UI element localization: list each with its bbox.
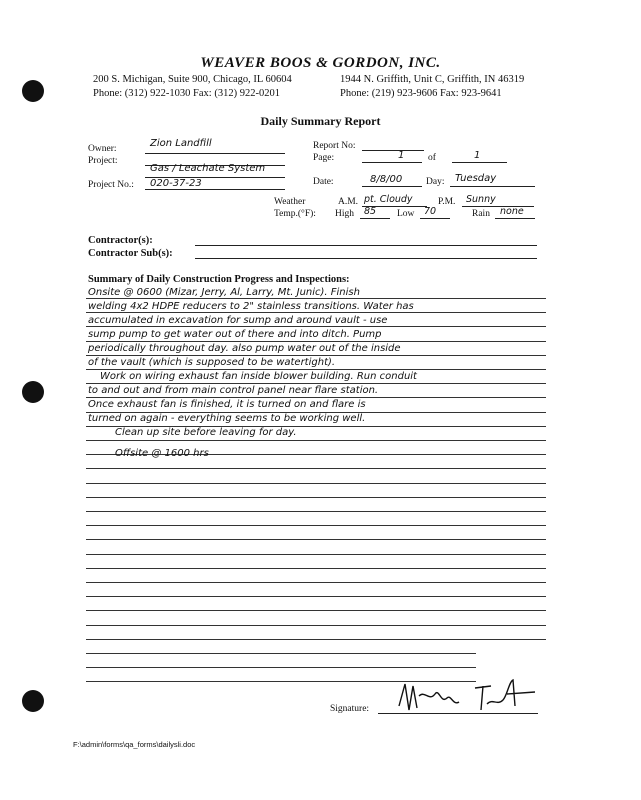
project-no-label: Project No.: xyxy=(88,180,134,190)
summary-ruled-line xyxy=(86,355,546,356)
summary-line: to and out and from main control panel near flare station. xyxy=(88,385,379,396)
high-label: High xyxy=(335,209,354,219)
binder-hole-bottom xyxy=(22,690,44,712)
binder-hole-top xyxy=(22,80,44,102)
rain-label: Rain xyxy=(472,209,490,219)
report-title: Daily Summary Report xyxy=(260,114,381,128)
low-value: 70 xyxy=(424,206,437,217)
rain-value: none xyxy=(500,206,524,217)
file-path: F:\admin\forms\qa_forms\dailysli.doc xyxy=(73,740,196,749)
summary-line: Onsite @ 0600 (Mizar, Jerry, Al, Larry, Mt. Junic). Finish xyxy=(88,287,360,298)
phone-chicago: Phone: (312) 922-1030 Fax: (312) 922-0201 xyxy=(93,88,280,99)
of-label: of xyxy=(428,153,436,163)
summary-ruled-line xyxy=(86,326,546,327)
address-griffith: 1944 N. Griffith, Unit C, Griffith, IN 46319 xyxy=(340,74,525,85)
signature-image xyxy=(395,676,545,716)
of-value: 1 xyxy=(474,150,481,161)
summary-line: accumulated in excavation for sump and around vault - use xyxy=(88,315,388,326)
project-label: Project: xyxy=(88,156,118,166)
summary-line: periodically throughout day. also pump water out of the inside xyxy=(88,343,401,354)
day-value: Tuesday xyxy=(455,173,497,184)
summary-line: Once exhaust fan is finished, it is turned on and flare is xyxy=(88,399,366,410)
date-label: Date: xyxy=(313,177,334,187)
company-name: WEAVER BOOS & GORDON, INC. xyxy=(200,55,441,71)
summary-ruled-line xyxy=(86,582,546,583)
summary-ruled-line xyxy=(86,341,546,342)
summary-ruled-line xyxy=(86,497,546,498)
phone-griffith: Phone: (219) 923-9606 Fax: 923-9641 xyxy=(340,88,502,99)
address-chicago: 200 S. Michigan, Suite 900, Chicago, IL 60604 xyxy=(93,74,292,85)
owner-value: Zion Landfill xyxy=(150,138,212,149)
summary-line: sump pump to get water out of there and into ditch. Pump xyxy=(88,329,382,340)
date-value: 8/8/00 xyxy=(370,174,403,185)
page-value: 1 xyxy=(398,150,405,161)
summary-line: welding 4x2 HDPE reducers to 2" stainless transitions. Water has xyxy=(88,301,414,312)
summary-ruled-line xyxy=(86,468,546,469)
signature-label: Signature: xyxy=(330,704,370,714)
summary-ruled-line xyxy=(86,483,546,484)
am-label: A.M. xyxy=(338,197,359,207)
weather-label: Weather xyxy=(274,197,306,207)
summary-ruled-line xyxy=(86,667,476,668)
summary-line: turned on again - everything seems to be working well. xyxy=(88,413,366,424)
pm-value: Sunny xyxy=(466,194,496,205)
summary-ruled-line xyxy=(86,525,546,526)
summary-ruled-line xyxy=(86,596,546,597)
summary-ruled-line xyxy=(86,653,476,654)
temp-label: Temp.(°F): xyxy=(274,209,316,219)
summary-ruled-line xyxy=(86,568,546,569)
low-label: Low xyxy=(397,209,415,219)
summary-line: of the vault (which is supposed to be watertight). xyxy=(88,357,336,368)
summary-heading: Summary of Daily Construction Progress and Inspections: xyxy=(88,274,350,285)
high-value: 85 xyxy=(364,206,377,217)
pm-label: P.M. xyxy=(438,197,456,207)
binder-hole-middle xyxy=(22,381,44,403)
report-no-label: Report No: xyxy=(313,141,356,151)
summary-ruled-line xyxy=(86,298,546,299)
day-label: Day: xyxy=(426,177,445,187)
summary-ruled-line xyxy=(86,511,546,512)
summary-line: Offsite @ 1600 hrs xyxy=(115,448,209,459)
summary-ruled-line xyxy=(86,369,546,370)
am-value: pt. Cloudy xyxy=(364,194,413,205)
project-value: Gas / Leachate System xyxy=(150,163,266,174)
summary-ruled-line xyxy=(86,312,546,313)
page-label: Page: xyxy=(313,153,335,163)
contractor-label: Contractor(s): xyxy=(88,235,153,246)
summary-ruled-line xyxy=(86,539,546,540)
owner-label: Owner: xyxy=(88,144,117,154)
summary-line: Clean up site before leaving for day. xyxy=(115,427,297,438)
summary-ruled-line xyxy=(86,625,546,626)
subcontractor-label: Contractor Sub(s): xyxy=(88,248,173,259)
summary-ruled-line xyxy=(86,554,546,555)
summary-line: Work on wiring exhaust fan inside blower building. Run conduit xyxy=(100,371,417,382)
summary-ruled-line xyxy=(86,440,546,441)
project-no-value: 020-37-23 xyxy=(150,178,202,189)
summary-ruled-line xyxy=(86,610,546,611)
summary-ruled-line xyxy=(86,639,546,640)
